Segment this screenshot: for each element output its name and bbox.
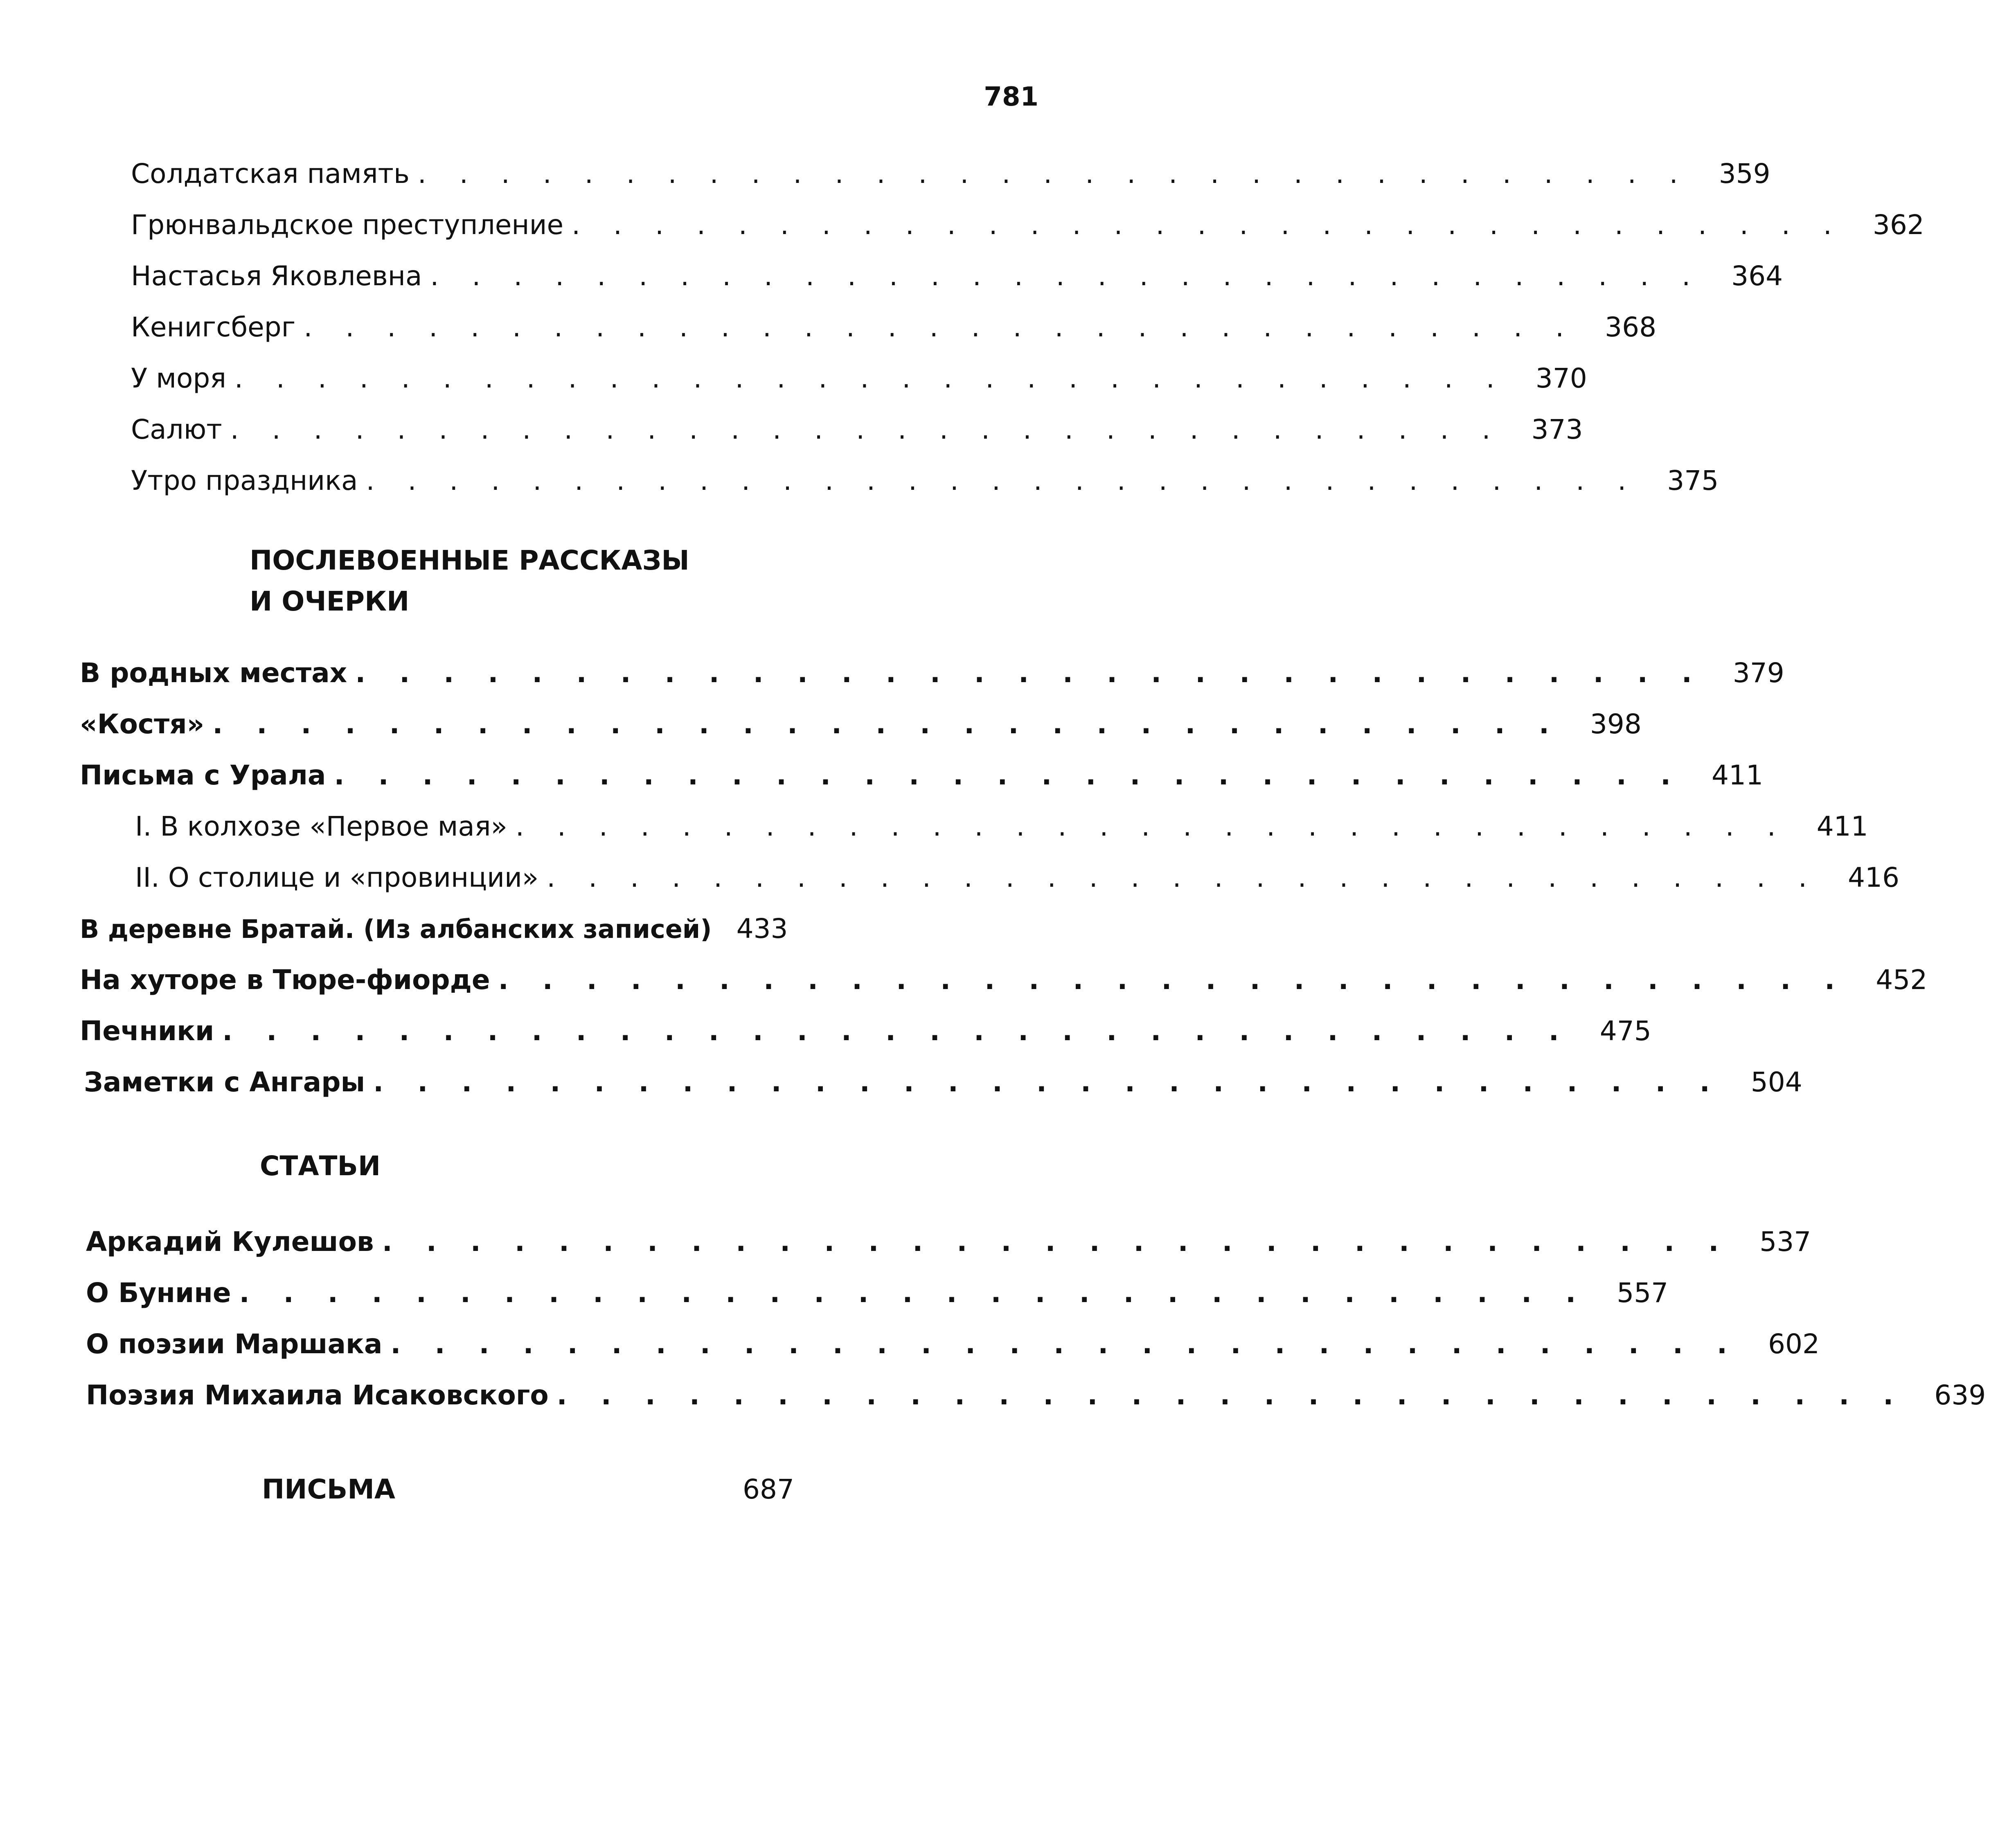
- dot-leader: . . . . . . . . . . . . . . . . . . . . . . . . . . . . . . .: [547, 862, 1819, 893]
- toc-entry-page: 537: [1759, 1226, 1811, 1257]
- dot-leader: . . . . . . . . . . . . . . . . . . . . . . . . . . . . . . .: [382, 1226, 1731, 1257]
- toc-entry-title: На хуторе в Тюре-фиорде: [80, 964, 490, 996]
- section-heading-line: СТАТЬИ: [260, 1150, 381, 1182]
- section-heading-postwar: [250, 540, 689, 622]
- toc-entry-title: В деревне Братай. (Из албанских записей): [80, 914, 712, 944]
- dot-leader: . . . . . . . . . . . . . . . . . . . . . . . . . . . . . . .: [230, 414, 1503, 445]
- toc-entry-page: 362: [1872, 209, 1924, 241]
- toc-entry: [131, 203, 1924, 248]
- toc-entry: [80, 702, 1642, 747]
- section-heading-line: И ОЧЕРКИ: [250, 586, 410, 617]
- toc-entry-title: В родных местах: [80, 657, 347, 689]
- toc-entry-title: Утро праздника: [131, 465, 358, 496]
- toc-entry-title: Письма с Урала: [80, 759, 326, 791]
- toc-entry-title: О поэзии Маршака: [86, 1328, 383, 1360]
- toc-entry: [131, 254, 1783, 299]
- toc-entry: [80, 651, 1784, 696]
- dot-leader: . . . . . . . . . . . . . . . . . . . . . . . . . . . . . . .: [334, 759, 1683, 791]
- dot-leader: . . . . . . . . . . . . . . . . . . . . . . . . . . . . . . .: [366, 465, 1639, 496]
- page-number: 781: [984, 82, 1038, 112]
- toc-entry: [131, 458, 1719, 503]
- toc-entry-title: «Костя»: [80, 708, 205, 740]
- toc-entry-page: 368: [1605, 311, 1657, 343]
- toc-entry-title: I. В колхозе «Первое мая»: [135, 811, 507, 842]
- toc-entry-page: 379: [1732, 657, 1784, 689]
- toc-entry-title: Салют: [131, 414, 222, 445]
- toc-entry-title: О Бунине: [86, 1277, 231, 1309]
- dot-leader: . . . . . . . . . . . . . . . . . . . . . . . . . . . . . . .: [304, 311, 1577, 343]
- toc-entry: [80, 958, 1928, 1003]
- toc-entry-title: Кенигсберг: [131, 311, 296, 343]
- toc-entry-page: 411: [1816, 811, 1868, 842]
- toc-entry-title: У моря: [131, 363, 226, 394]
- toc-entry: [131, 407, 1583, 452]
- toc-entry-page: 475: [1599, 1015, 1651, 1047]
- toc-entry: [86, 1219, 1811, 1264]
- toc-entry: [80, 1009, 1651, 1054]
- toc-entry-page: 370: [1535, 363, 1587, 394]
- dot-leader: . . . . . . . . . . . . . . . . . . . . . . . . . . . . . . .: [222, 1015, 1571, 1047]
- dot-leader: . . . . . . . . . . . . . . . . . . . . . . . . . . . . . . .: [355, 657, 1704, 689]
- toc-entry: [86, 1322, 1820, 1367]
- toc-entry: [131, 305, 1657, 350]
- dot-leader: . . . . . . . . . . . . . . . . . . . . . . . . . . . . . . .: [212, 708, 1561, 740]
- toc-entry-title: Поэзия Михаила Исаковского: [86, 1379, 549, 1411]
- dot-leader: . . . . . . . . . . . . . . . . . . . . . . . . . . . . . . .: [239, 1277, 1588, 1309]
- toc-entry: [135, 855, 1899, 900]
- toc-entry-page: 557: [1617, 1277, 1669, 1309]
- toc-entry: [84, 1060, 1802, 1105]
- toc-entry-page: 416: [1847, 862, 1899, 893]
- toc-entry-page: 373: [1531, 414, 1583, 445]
- dot-leader: . . . . . . . . . . . . . . . . . . . . . . . . . . . . . . .: [515, 811, 1788, 842]
- toc-entry: [80, 906, 812, 951]
- toc-entry-page: 504: [1750, 1066, 1802, 1098]
- dot-leader: . . . . . . . . . . . . . . . . . . . . . . . . . . . . . . .: [498, 964, 1847, 996]
- toc-entry-title: Печники: [80, 1015, 214, 1047]
- dot-leader: . . . . . . . . . . . . . . . . . . . . . . . . . . . . . . .: [556, 1379, 1906, 1411]
- dot-leader: . . . . . . . . . . . . . . . . . . . . . . . . . . . . . . .: [373, 1066, 1722, 1098]
- toc-entry-page: 359: [1719, 158, 1770, 189]
- toc-entry-letters-title: ПИСЬМА: [262, 1474, 395, 1505]
- section-heading-articles: [260, 1146, 381, 1187]
- toc-entry: [86, 1271, 1669, 1316]
- toc-entry-page: 433: [736, 913, 788, 944]
- toc-entry-page: 452: [1876, 964, 1928, 996]
- dot-leader: . . . . . . . . . . . . . . . . . . . . . . . . . . . . . . .: [234, 363, 1507, 394]
- dot-leader: . . . . . . . . . . . . . . . . . . . . . . . . . . . . . . .: [430, 260, 1703, 292]
- toc-entry-title: Аркадий Кулешов: [86, 1226, 374, 1257]
- toc-entry: [135, 804, 1868, 849]
- toc-entry: [80, 753, 1764, 798]
- toc-entry-page: 602: [1768, 1328, 1820, 1360]
- section-heading-line: ПОСЛЕВОЕННЫЕ РАССКАЗЫ: [250, 545, 689, 576]
- dot-leader: . . . . . . . . . . . . . . . . . . . . . . . . . . . . . . .: [572, 209, 1844, 241]
- toc-entry: [86, 1373, 1986, 1418]
- toc-entry-title: Солдатская память: [131, 158, 410, 189]
- dot-leader: . . . . . . . . . . . . . . . . . . . . . . . . . . . . . . .: [417, 158, 1690, 189]
- toc-entry: [131, 151, 1770, 196]
- toc-entry-title: Заметки с Ангары: [84, 1066, 365, 1098]
- dot-leader: . . . . . . . . . . . . . . . . . . . . . . . . . . . . . . .: [390, 1328, 1739, 1360]
- toc-entry: [131, 356, 1587, 401]
- toc-entry-page: 364: [1731, 260, 1783, 292]
- toc-entry-title: Настасья Яковлевна: [131, 260, 422, 292]
- toc-entry-title: Грюнвальдское преступление: [131, 209, 564, 241]
- toc-entry-title: II. О столице и «провинции»: [135, 862, 539, 893]
- toc-entry-page: 411: [1712, 759, 1764, 791]
- toc-entry-page: 375: [1667, 465, 1719, 496]
- toc-entry-page: 639: [1934, 1379, 1986, 1411]
- toc-entry-letters-page: 687: [743, 1474, 794, 1505]
- toc-entry-page: 398: [1590, 708, 1642, 740]
